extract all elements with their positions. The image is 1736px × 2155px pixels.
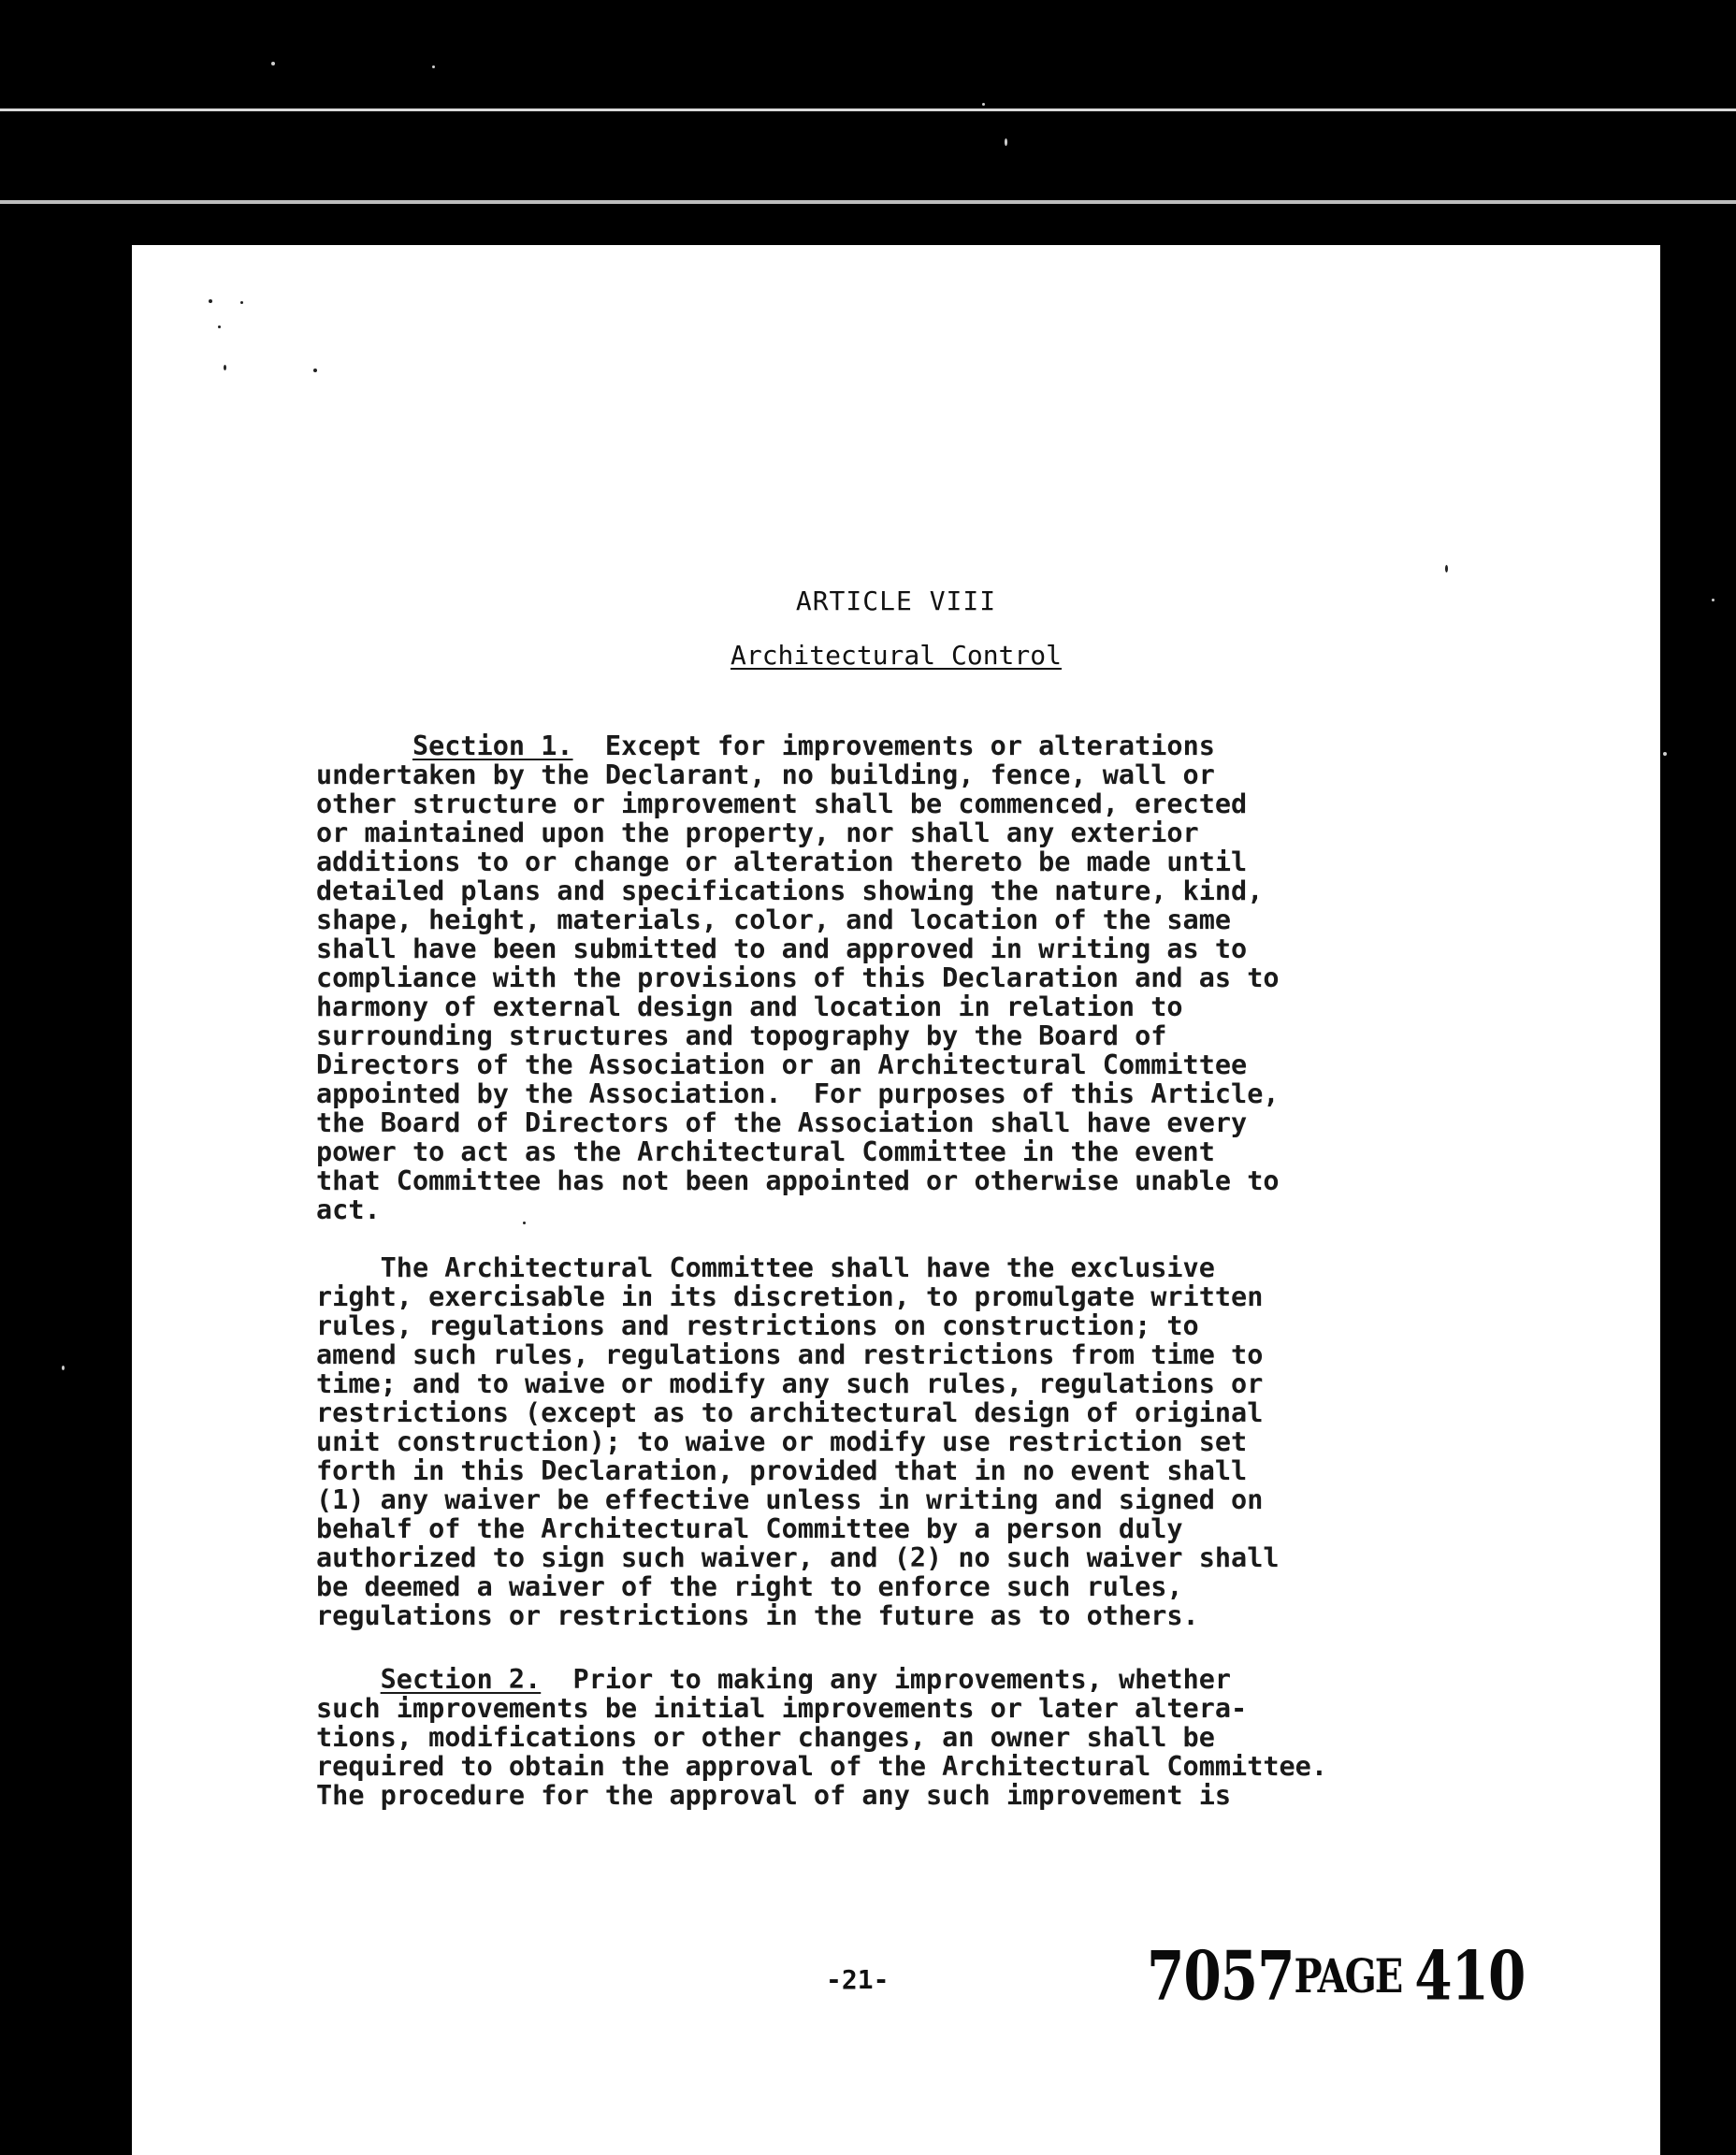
scan-speck (62, 1366, 65, 1370)
paragraph-line: time; and to waive or modify any such rules, regulations or (316, 1368, 1264, 1399)
paragraph-line: regulations or restrictions in the future as to others. (316, 1600, 1199, 1631)
section-2-label: Section 2. (380, 1664, 542, 1695)
page-speck (224, 365, 226, 370)
page-speck (240, 301, 243, 304)
article-title: Architectural Control (730, 640, 1062, 671)
scan-speck (982, 103, 985, 106)
stamp-page-abbrev: PAGE (1294, 1948, 1402, 2004)
page-speck (1445, 565, 1448, 572)
paragraph-line: authorized to sign such waiver, and (2) no such waiver shall (316, 1542, 1280, 1573)
scan-border-line (0, 108, 1736, 111)
paragraph-line: power to act as the Architectural Committee in the event (316, 1136, 1215, 1167)
paragraph-line: surrounding structures and topography by the Board of (316, 1020, 1167, 1051)
section-1-paragraph (316, 731, 1588, 1224)
document-page (132, 245, 1660, 2155)
section-1-label: Section 1. (412, 730, 573, 761)
scan-speck (1005, 138, 1007, 146)
stamp-book-number: 7057 (1147, 1936, 1295, 2016)
paragraph-line: Prior to making any improvements, whether (541, 1664, 1232, 1695)
paragraph-line: such improvements be initial improvements or later altera- (316, 1693, 1248, 1724)
paragraph-line: shape, height, materials, color, and location of the same (316, 904, 1232, 935)
paragraph-line: restrictions (except as to architectural design of original (316, 1397, 1264, 1428)
paragraph-line: The Architectural Committee shall have the exclusive (316, 1252, 1215, 1283)
paragraph-line: unit construction); to waive or modify use restriction set (316, 1426, 1248, 1457)
scan-speck (1712, 599, 1714, 601)
page-speck (313, 369, 317, 372)
article-number: ARTICLE VIII (795, 586, 997, 616)
paragraph-line: undertaken by the Declarant, no building, fence, wall or (316, 759, 1215, 790)
scan-speck (1663, 752, 1667, 756)
paragraph-line: The procedure for the approval of any such improvement is (316, 1780, 1232, 1811)
scan-speck (271, 62, 275, 65)
paragraph-line: act. (316, 1194, 381, 1225)
paragraph-line: detailed plans and specifications showing the nature, kind, (316, 875, 1264, 906)
paragraph-line: Directors of the Association or an Architectural Committee (316, 1049, 1248, 1080)
stamp-page-number: 410 (1414, 1936, 1526, 2016)
page-speck (218, 325, 221, 328)
paragraph-line: required to obtain the approval of the Architectural Committee. (316, 1751, 1327, 1782)
paragraph-line: tions, modifications or other changes, an owner shall be (316, 1722, 1215, 1753)
recording-stamp (1147, 1936, 1525, 2016)
paragraph-line: Except for improvements or alterations (572, 730, 1215, 761)
scan-speck (432, 65, 435, 68)
scan-border-line (0, 200, 1736, 204)
paragraph-line: forth in this Declaration, provided that in no event shall (316, 1455, 1248, 1486)
committee-rules-paragraph (316, 1253, 1588, 1630)
paragraph-line: harmony of external design and location in relation to (316, 991, 1183, 1022)
paragraph-line: the Board of Directors of the Association shall have every (316, 1107, 1248, 1138)
paragraph-line: that Committee has not been appointed or otherwise unable to (316, 1165, 1280, 1196)
paragraph-line: rules, regulations and restrictions on construction; to (316, 1310, 1199, 1341)
paragraph-line: shall have been submitted to and approved in writing as to (316, 933, 1248, 964)
paragraph-line: be deemed a waiver of the right to enforce such rules, (316, 1571, 1183, 1602)
paragraph-line: additions to or change or alteration thereto be made until (316, 846, 1248, 877)
page-speck (209, 299, 212, 303)
paragraph-line: compliance with the provisions of this Declaration and as to (316, 962, 1280, 993)
page-number: -21- (826, 1964, 890, 1995)
paragraph-line: other structure or improvement shall be commenced, erected (316, 788, 1248, 819)
paragraph-line: (1) any waiver be effective unless in writing and signed on (316, 1484, 1264, 1515)
section-2-paragraph (316, 1665, 1588, 1810)
paragraph-line: behalf of the Architectural Committee by a person duly (316, 1513, 1183, 1544)
paragraph-line: amend such rules, regulations and restrictions from time to (316, 1339, 1264, 1370)
paragraph-line: right, exercisable in its discretion, to promulgate written (316, 1281, 1264, 1312)
paragraph-line: appointed by the Association. For purposes of this Article, (316, 1078, 1280, 1109)
paragraph-line: or maintained upon the property, nor shall any exterior (316, 817, 1199, 848)
